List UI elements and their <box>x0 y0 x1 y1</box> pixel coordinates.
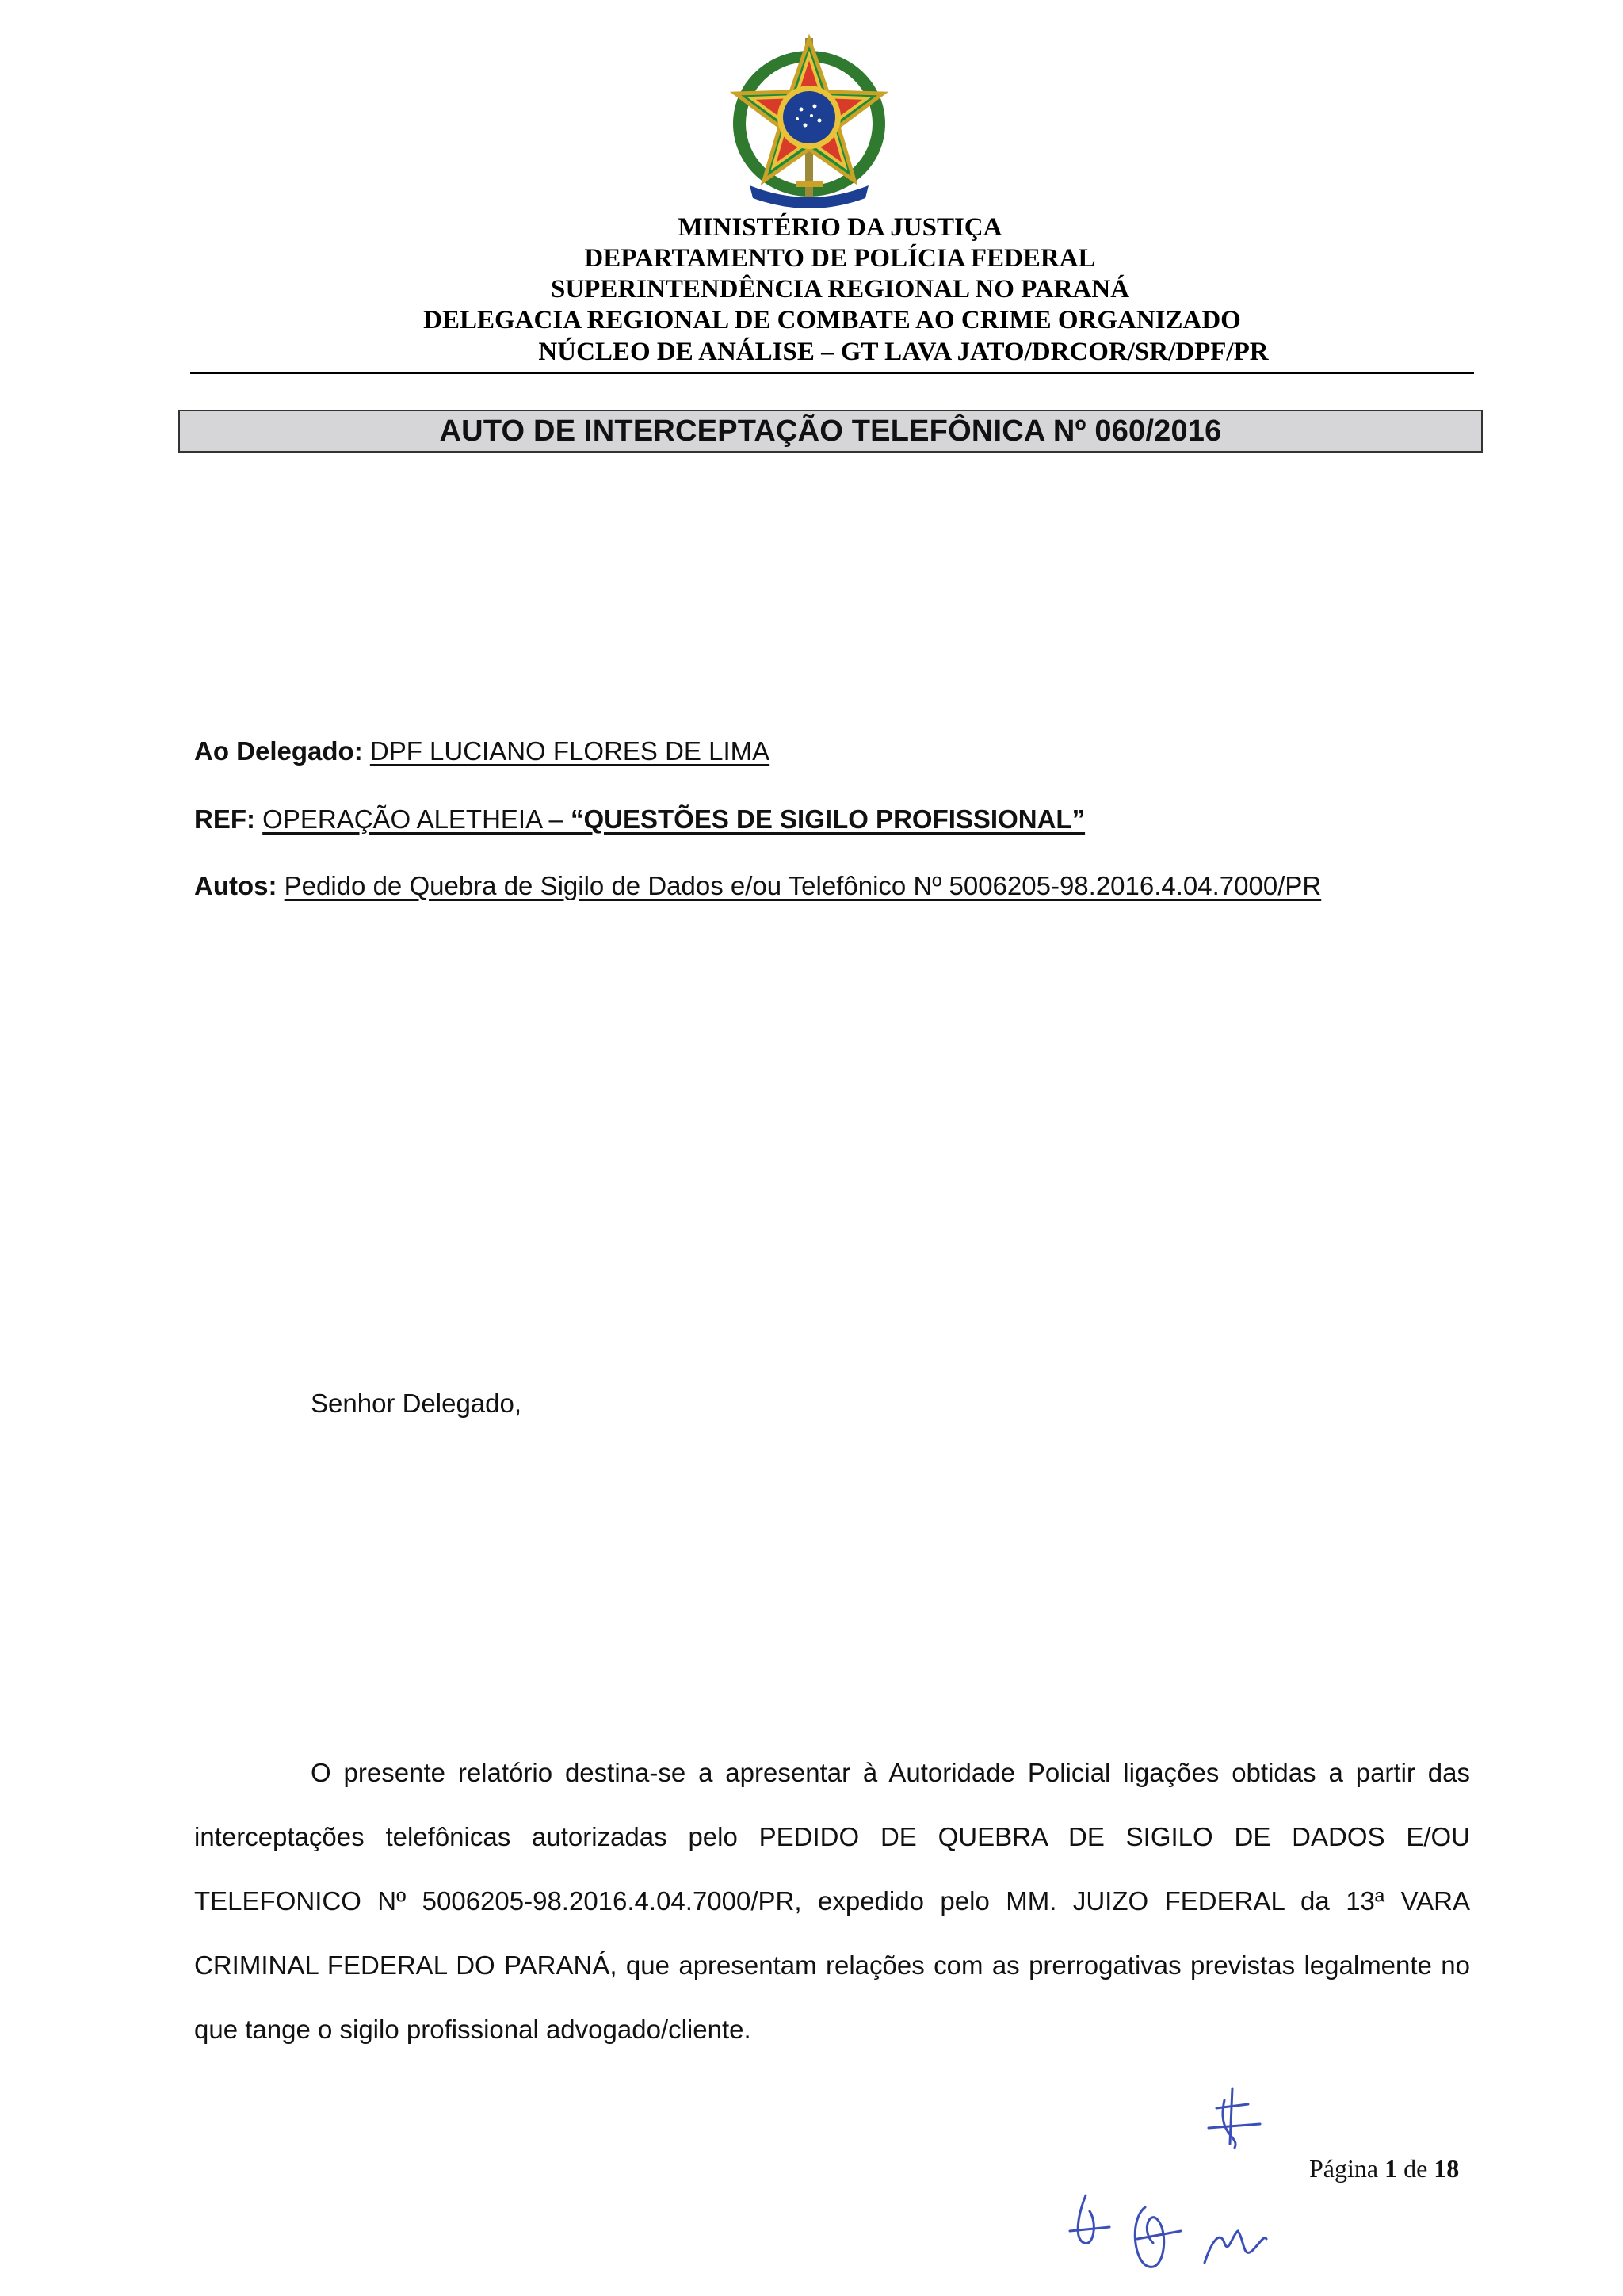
document-title: AUTO DE INTERCEPTAÇÃO TELEFÔNICA Nº 060/2016 <box>439 414 1222 448</box>
header-divider <box>190 372 1474 374</box>
body-paragraph: O presente relatório destina-se a apresentar à Autoridade Policial ligações obtidas a partir das interceptações telefônicas autorizadas pelo PEDIDO DE QUEBRA DE SIGILO DE DADOS E/OU TELEFONICO Nº 5006205-98.2016.4.04.7000/PR, expedido pelo MM. JUIZO FEDERAL da 13ª VARA CRIMINAL FEDERAL DO PARANÁ, que apresentam relações com as prerrogativas previstas legalmente no que tange o sigilo profissional advogado/cliente. <box>194 1758 1470 2044</box>
autos-line <box>194 871 1321 901</box>
page-total: 18 <box>1434 2154 1460 2183</box>
autos-value: Pedido de Quebra de Sigilo de Dados e/ou Telefônico Nº 5006205-98.2016.4.04.7000/PR <box>284 871 1322 900</box>
reference-line <box>194 804 1085 835</box>
addressee-line <box>194 736 769 766</box>
signature-initials <box>1054 2080 1292 2279</box>
page-of-word: de <box>1403 2154 1428 2183</box>
autos-label: Autos: <box>194 871 277 900</box>
header-line-superintendency: SUPERINTENDÊNCIA REGIONAL NO PARANÁ <box>550 275 1130 304</box>
header-line-department: DEPARTAMENTO DE POLÍCIA FEDERAL <box>584 244 1096 273</box>
reference-label: REF: <box>194 804 255 834</box>
reference-value: OPERAÇÃO ALETHEIA – <box>262 804 571 834</box>
reference-value-bold: “QUESTÕES DE SIGILO PROFISSIONAL” <box>571 804 1086 834</box>
addressee-value: DPF LUCIANO FLORES DE LIMA <box>369 736 770 766</box>
coat-of-arms-emblem <box>726 30 892 212</box>
addressee-label: Ao Delegado: <box>194 736 363 766</box>
salutation: Senhor Delegado, <box>311 1389 522 1418</box>
header-line-delegacia: DELEGACIA REGIONAL DE COMBATE AO CRIME ORGANIZADO <box>423 306 1241 334</box>
page-word: Página <box>1309 2154 1379 2183</box>
page-current: 1 <box>1384 2154 1398 2183</box>
page-number <box>1309 2154 1459 2183</box>
header-line-ministry: MINISTÉRIO DA JUSTIÇA <box>678 213 1002 242</box>
document-title-box <box>178 410 1483 453</box>
header-line-nucleo: NÚCLEO DE ANÁLISE – GT LAVA JATO/DRCOR/SR/DPF/PR <box>538 338 1269 366</box>
